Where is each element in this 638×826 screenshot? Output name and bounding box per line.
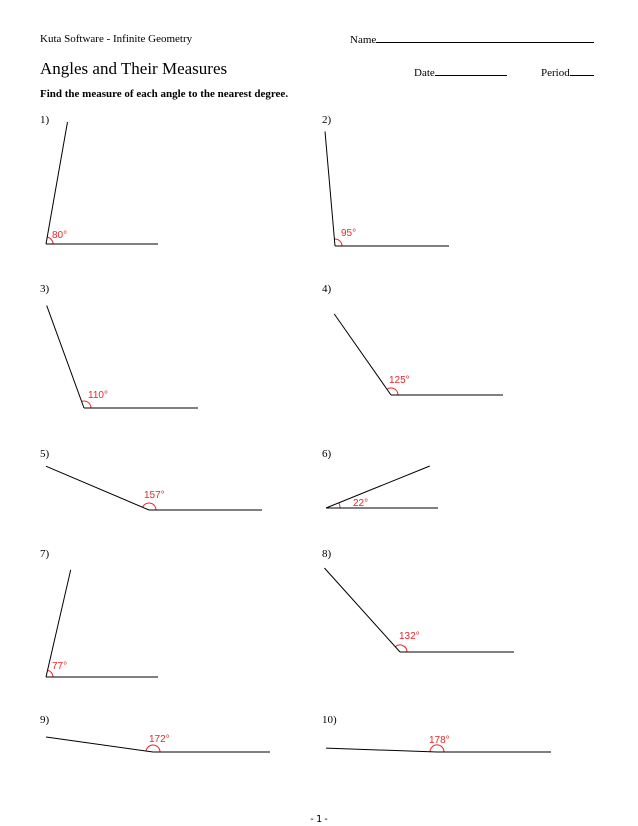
angle-label: 172°	[149, 734, 170, 745]
publisher-label: Kuta Software - Infinite Geometry	[40, 33, 193, 45]
angle-ray	[46, 466, 149, 510]
angle-figure-7	[46, 570, 158, 677]
angle-label: 95°	[341, 228, 357, 239]
angle-figure-10	[326, 735, 551, 752]
angle-arc	[334, 239, 342, 246]
angle-figure-8	[324, 568, 514, 652]
angle-ray	[325, 131, 335, 246]
page-number: -1-	[309, 814, 331, 825]
angle-label: 132°	[399, 631, 420, 642]
angle-arc	[143, 503, 156, 510]
angle-label: 77°	[52, 661, 68, 672]
problem-number: 7)	[40, 548, 50, 560]
angle-figure-2	[325, 131, 449, 246]
problem-number: 6)	[322, 448, 332, 460]
problem-number: 10)	[322, 714, 337, 726]
angle-arc	[339, 503, 340, 508]
angle-figure-9	[46, 734, 270, 752]
angle-ray	[324, 568, 400, 652]
problem-number: 5)	[40, 448, 50, 460]
angle-label: 22°	[353, 498, 369, 509]
angle-ray	[334, 314, 391, 395]
problem-number: 1)	[40, 114, 50, 126]
angle-figure-3	[47, 306, 198, 408]
angle-label: 125°	[389, 375, 410, 386]
angle-label: 80°	[52, 230, 68, 241]
angle-figure-4	[334, 314, 503, 395]
angle-ray	[47, 306, 84, 408]
name-label: Name	[350, 34, 377, 46]
period-label: Period	[541, 67, 570, 79]
angle-ray	[326, 466, 430, 508]
instructions: Find the measure of each angle to the nearest degree.	[40, 88, 289, 100]
angle-figure-1	[46, 122, 158, 244]
problem-number: 2)	[322, 114, 332, 126]
angle-ray	[46, 122, 68, 244]
worksheet-title: Angles and Their Measures	[40, 59, 228, 78]
angle-label: 178°	[429, 735, 450, 746]
date-label: Date	[414, 67, 435, 79]
problem-number: 9)	[40, 714, 50, 726]
problem-number: 8)	[322, 548, 332, 560]
problem-number: 4)	[322, 283, 332, 295]
angle-ray	[326, 748, 437, 752]
angle-label: 110°	[88, 390, 108, 401]
angle-figure-6	[326, 466, 438, 509]
problem-number: 3)	[40, 283, 50, 295]
angle-figure-5	[46, 466, 262, 510]
angle-label: 157°	[144, 490, 165, 501]
angle-ray	[46, 737, 153, 752]
